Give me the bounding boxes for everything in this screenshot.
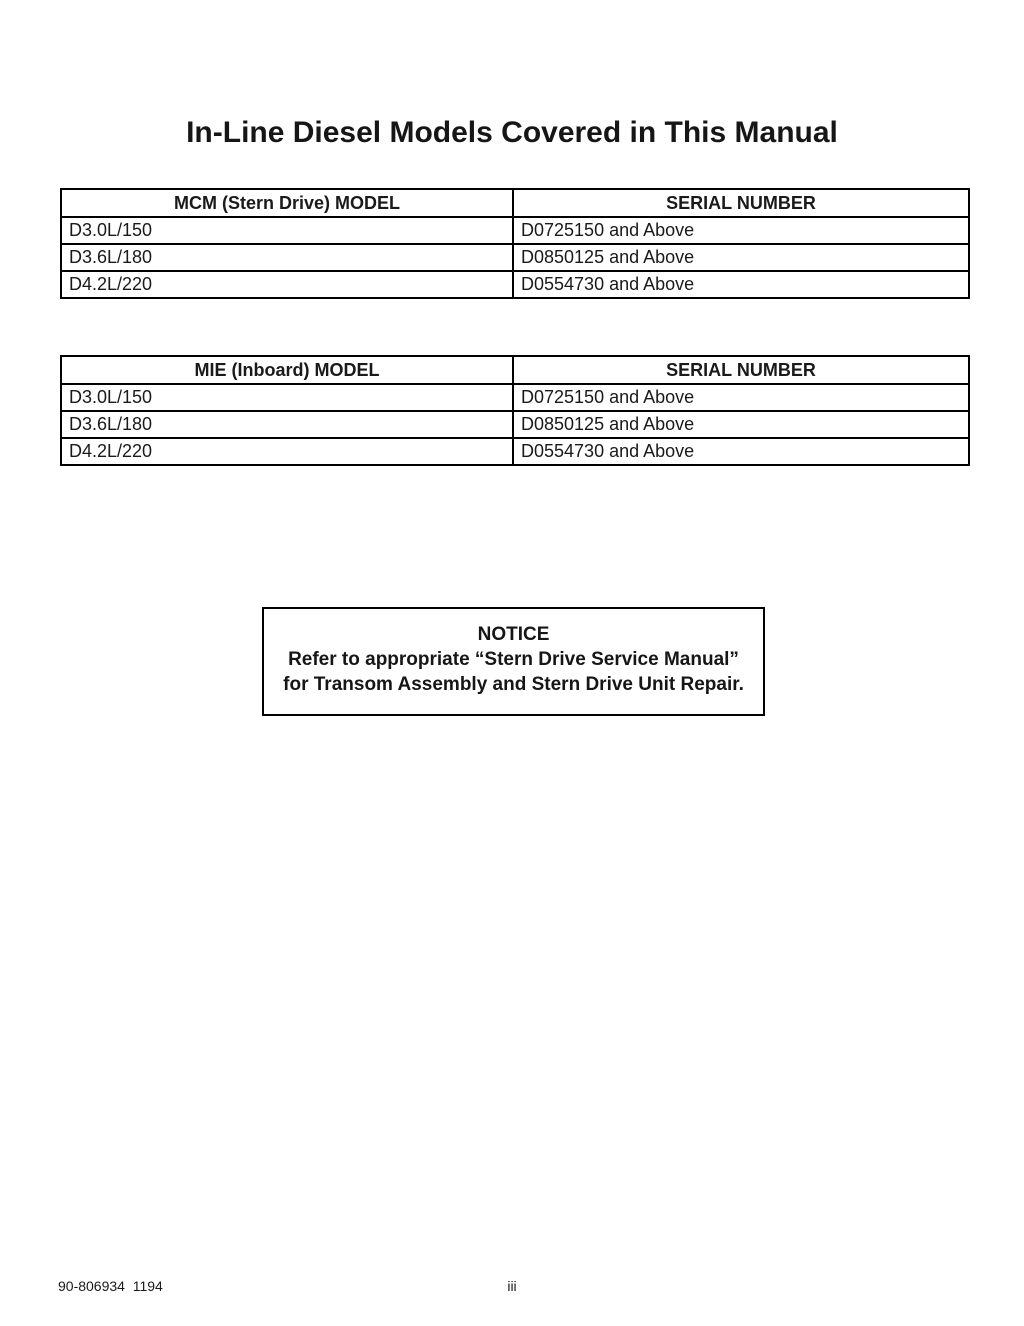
notice-title: NOTICE xyxy=(477,624,550,645)
notice-text-line: for Transom Assembly and Stern Drive Unit Repair. xyxy=(283,674,744,695)
serial-cell: D0725150 and Above xyxy=(513,384,969,411)
serial-cell: D0850125 and Above xyxy=(513,244,969,271)
table-header-row xyxy=(61,356,969,384)
serial-cell: D0850125 and Above xyxy=(513,411,969,438)
mie-inboard-table xyxy=(60,355,970,466)
mcm-stern-drive-table xyxy=(60,188,970,299)
serial-cell: D0725150 and Above xyxy=(513,217,969,244)
table-row xyxy=(61,384,969,411)
serial-cell: D0554730 and Above xyxy=(513,438,969,465)
table-row xyxy=(61,271,969,298)
table-row xyxy=(61,438,969,465)
model-cell: D3.0L/150 xyxy=(61,217,513,244)
table-row xyxy=(61,244,969,271)
mie-model-column-header: MIE (Inboard) MODEL xyxy=(61,356,513,384)
model-cell: D3.6L/180 xyxy=(61,411,513,438)
table-row xyxy=(61,411,969,438)
serial-cell: D0554730 and Above xyxy=(513,271,969,298)
table-header-row xyxy=(61,189,969,217)
page-title: In-Line Diesel Models Covered in This Manual xyxy=(186,116,838,149)
table-row xyxy=(61,217,969,244)
mie-serial-column-header: SERIAL NUMBER xyxy=(513,356,969,384)
model-cell: D3.0L/150 xyxy=(61,384,513,411)
notice-text-line: Refer to appropriate “Stern Drive Service Manual” xyxy=(288,649,739,670)
model-cell: D3.6L/180 xyxy=(61,244,513,271)
page-number: iii xyxy=(507,1278,517,1294)
mcm-model-column-header: MCM (Stern Drive) MODEL xyxy=(61,189,513,217)
model-cell: D4.2L/220 xyxy=(61,271,513,298)
document-number: 90-806934 1194 xyxy=(58,1278,163,1294)
notice-box xyxy=(262,607,765,716)
model-cell: D4.2L/220 xyxy=(61,438,513,465)
mcm-serial-column-header: SERIAL NUMBER xyxy=(513,189,969,217)
